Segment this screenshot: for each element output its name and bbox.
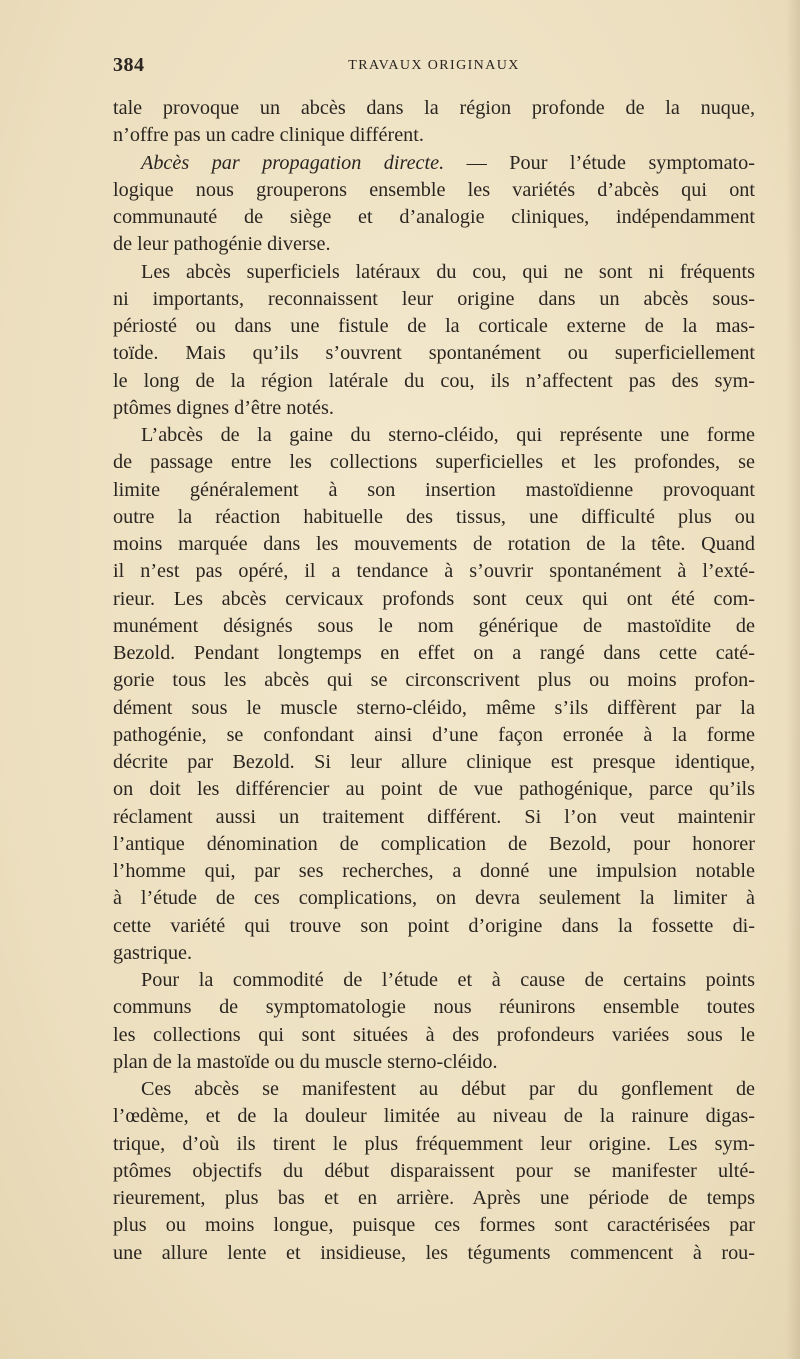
text-line: communs de symptomatologie nous réunirons ensemble toutes <box>113 996 755 1019</box>
text-line: dément sous le muscle sterno-cléido, même s’ils diffèrent par la <box>113 696 755 719</box>
text-line: outre la réaction habituelle des tissus, une difficulté plus ou <box>113 505 755 528</box>
text-line: de leur pathogénie diverse. <box>113 233 331 256</box>
text-line: pathogénie, se confondant ainsi d’une façon erronée à la forme <box>113 723 755 746</box>
page-edge-shadow <box>786 0 800 1359</box>
text-line: plan de la mastoïde ou du muscle sterno-cléido. <box>113 1050 498 1073</box>
text-line: périosté ou dans une fistule de la corticale externe de la mas- <box>113 315 755 337</box>
text-line: à l’étude de ces complications, on devra seulement la limiter à <box>113 887 755 910</box>
text-line: ni importants, reconnaissent leur origine dans un abcès sous- <box>113 287 755 310</box>
text-line: n’offre pas un cadre clinique différent. <box>113 124 424 147</box>
text-line: on doit les différencier au point de vue pathogénique, parce qu’ils <box>113 778 755 801</box>
text-line: limite généralement à son insertion mastoïdienne provoquant <box>113 478 755 501</box>
text-line <box>113 150 755 177</box>
line-text: — Pour l’étude symptomato- <box>444 151 755 174</box>
text-line: tale provoque un abcès dans la région profonde de la nuque, <box>113 97 755 119</box>
text-line: Les abcès superficiels latéraux du cou, qui ne sont ni fréquents <box>141 260 755 283</box>
text-line: communauté de siège et d’analogie cliniques, indépendamment <box>113 206 755 228</box>
text-line: l’œdème, et de la douleur limitée au niveau de la rainure digas- <box>113 1105 755 1128</box>
text-line: il n’est pas opéré, il a tendance à s’ouvrir spontanément à l’exté- <box>113 560 755 583</box>
text-line: L’abcès de la gaine du sterno-cléido, qui représente une forme <box>141 424 755 446</box>
text-line: moins marquée dans les mouvements de rotation de la tête. Quand <box>113 533 755 555</box>
text-line: Ces abcès se manifestent au début par du gonflement de <box>141 1078 755 1100</box>
page-header <box>113 54 755 84</box>
text-line: Pour la commodité de l’étude et à cause de certains points <box>141 969 755 991</box>
text-line: l’homme qui, par ses recherches, a donné une impulsion notable <box>113 860 755 882</box>
running-head: TRAVAUX ORIGINAUX <box>348 58 520 73</box>
text-line: rieur. Les abcès cervicaux profonds sont ceux qui ont été com- <box>113 587 755 610</box>
body-text <box>113 95 755 1267</box>
text-line: gorie tous les abcès qui se circonscrivent plus ou moins profon- <box>113 669 755 692</box>
text-line: Bezold. Pendant longtemps en effet on a rangé dans cette caté- <box>113 642 755 664</box>
text-line: une allure lente et insidieuse, les téguments commencent à rou- <box>113 1241 755 1264</box>
text-line: gastrique. <box>113 941 193 964</box>
text-line: trique, d’où ils tirent le plus fréquemment leur origine. Les sym- <box>113 1132 755 1155</box>
text-line: l’antique dénomination de complication de Bezold, pour honorer <box>113 832 755 855</box>
text-line: le long de la région latérale du cou, ils n’affectent pas des sym- <box>113 369 755 392</box>
text-line: toïde. Mais qu’ils s’ouvrent spontanément ou superficiellement <box>113 342 755 365</box>
text-line: les collections qui sont situées à des profondeurs variées sous le <box>113 1023 755 1046</box>
page-number: 384 <box>113 54 145 76</box>
text-line: de passage entre les collections superficielles et les profondes, se <box>113 451 755 474</box>
text-line: réclament aussi un traitement différent. Si l’on veut maintenir <box>113 805 755 828</box>
text-line: ptômes dignes d’être notés. <box>113 396 334 419</box>
text-line: munément désignés sous le nom générique de mastoïdite de <box>113 614 755 637</box>
text-line: décrite par Bezold. Si leur allure clinique est presque identique, <box>113 751 755 773</box>
text-line: rieurement, plus bas et en arrière. Après une période de temps <box>113 1187 755 1209</box>
text-line: logique nous grouperons ensemble les variétés d’abcès qui ont <box>113 178 755 201</box>
section-heading: Abcès par propagation directe. <box>141 151 445 174</box>
text-line: ptômes objectifs du début disparaissent pour se manifester ulté- <box>113 1159 755 1182</box>
text-line: plus ou moins longue, puisque ces formes sont caractérisées par <box>113 1214 755 1237</box>
text-line: cette variété qui trouve son point d’origine dans la fossette di- <box>113 914 755 937</box>
